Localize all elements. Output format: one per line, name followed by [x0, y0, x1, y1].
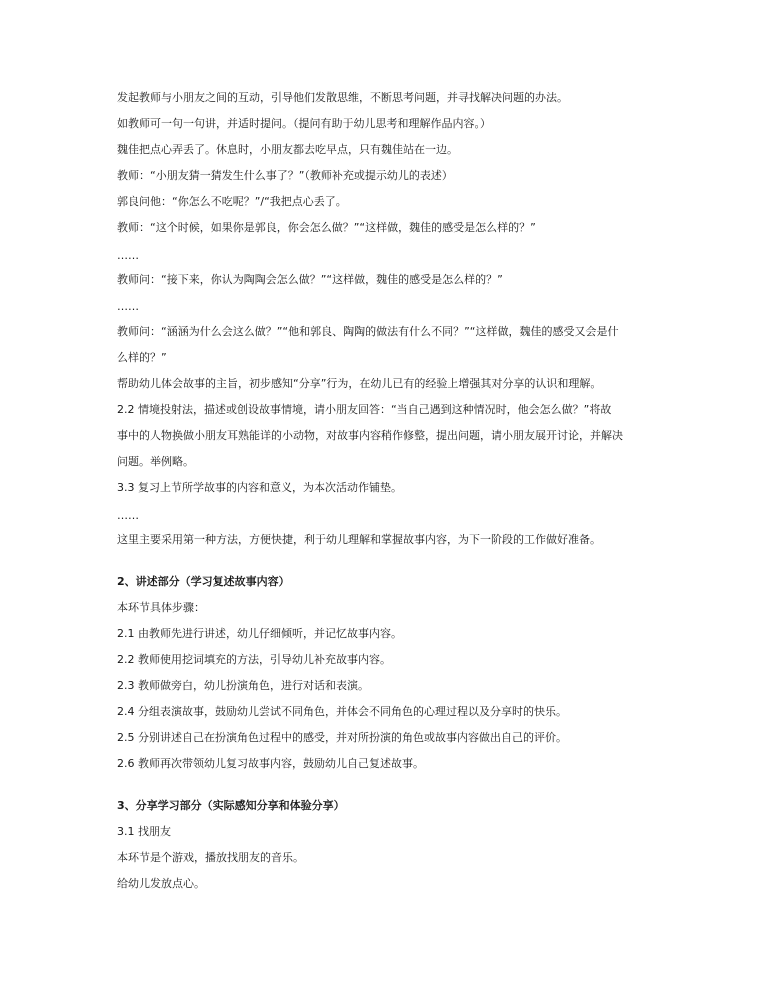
paragraph-line: 问题。举例略。	[117, 455, 194, 468]
list-item: 2.4 分组表演故事，鼓励幼儿尝试不同角色，并体会不同角色的心理过程以及分享时的快乐。	[117, 705, 567, 718]
paragraph-line: 魏佳把点心弄丢了。休息时，小朋友都去吃早点，只有魏佳站在一边。	[117, 143, 458, 156]
list-item: 2.6 教师再次带领幼儿复习故事内容，鼓励幼儿自己复述故事。	[117, 757, 424, 770]
paragraph-line: 教师问：“接下来，你认为陶陶会怎么做？”“这样做，魏佳的感受是怎么样的？”	[117, 273, 503, 286]
paragraph-line: 给幼儿发放点心。	[117, 877, 205, 890]
ellipsis-line: ……	[117, 300, 139, 313]
paragraph-line: 事中的人物换做小朋友耳熟能详的小动物，对故事内容稍作修整，提出问题，请小朋友展开讨论，并解决	[117, 429, 623, 442]
paragraph-line: 如教师可一句一句讲，并适时提问。（提问有助于幼儿思考和理解作品内容。）	[117, 117, 491, 130]
section-heading: 3、分享学习部分（实际感知分享和体验分享）	[117, 799, 345, 812]
paragraph-line: 发起教师与小朋友之间的互动，引导他们发散思维，不断思考问题，并寻找解决问题的办法。	[117, 91, 568, 104]
list-item: 2.5 分别讲述自己在扮演角色过程中的感受，并对所扮演的角色或故事内容做出自己的评价。	[117, 731, 567, 744]
paragraph-line: 这里主要采用第一种方法，方便快捷，利于幼儿理解和掌握故事内容，为下一阶段的工作做好准备。	[117, 533, 601, 546]
ellipsis-line: ……	[117, 509, 139, 522]
paragraph-line: 2.2 情境投射法，描述或创设故事情境，请小朋友回答：“当自己遇到这种情况时，他会怎么做？”将故	[117, 403, 612, 416]
list-item: 2.2 教师使用挖词填充的方法，引导幼儿补充故事内容。	[117, 653, 391, 666]
paragraph-line: 本环节具体步骤：	[117, 601, 205, 614]
paragraph-line: 郭良问他：“你怎么不吃呢？”/“我把点心丢了。	[117, 195, 347, 208]
paragraph-line: 教师：“这个时候，如果你是郭良，你会怎么做？”“这样做，魏佳的感受是怎么样的？”	[117, 221, 536, 234]
list-item: 2.3 教师做旁白，幼儿扮演角色，进行对话和表演。	[117, 679, 369, 692]
ellipsis-line: ……	[117, 249, 139, 262]
paragraph-line: 3.3 复习上节所学故事的内容和意义，为本次活动作铺垫。	[117, 481, 402, 494]
list-item: 2.1 由教师先进行讲述，幼儿仔细倾听，并记忆故事内容。	[117, 627, 402, 640]
paragraph-line: 么样的？”	[117, 351, 167, 364]
section-heading: 2、讲述部分（学习复述故事内容）	[117, 575, 290, 588]
paragraph-line: 本环节是个游戏，播放找朋友的音乐。	[117, 851, 304, 864]
paragraph-line: 教师问：“涵涵为什么会这么做？”“他和郭良、陶陶的做法有什么不同？”“这样做，魏佳的感受又会是什	[117, 325, 619, 338]
paragraph-line: 教师：“小朋友猜一猜发生什么事了？”（教师补充或提示幼儿的表述）	[117, 169, 453, 182]
paragraph-line: 帮助幼儿体会故事的主旨，初步感知“分享”行为，在幼儿已有的经验上增强其对分享的认识和理解。	[117, 377, 602, 390]
subsection-heading: 3.1 找朋友	[117, 825, 171, 838]
